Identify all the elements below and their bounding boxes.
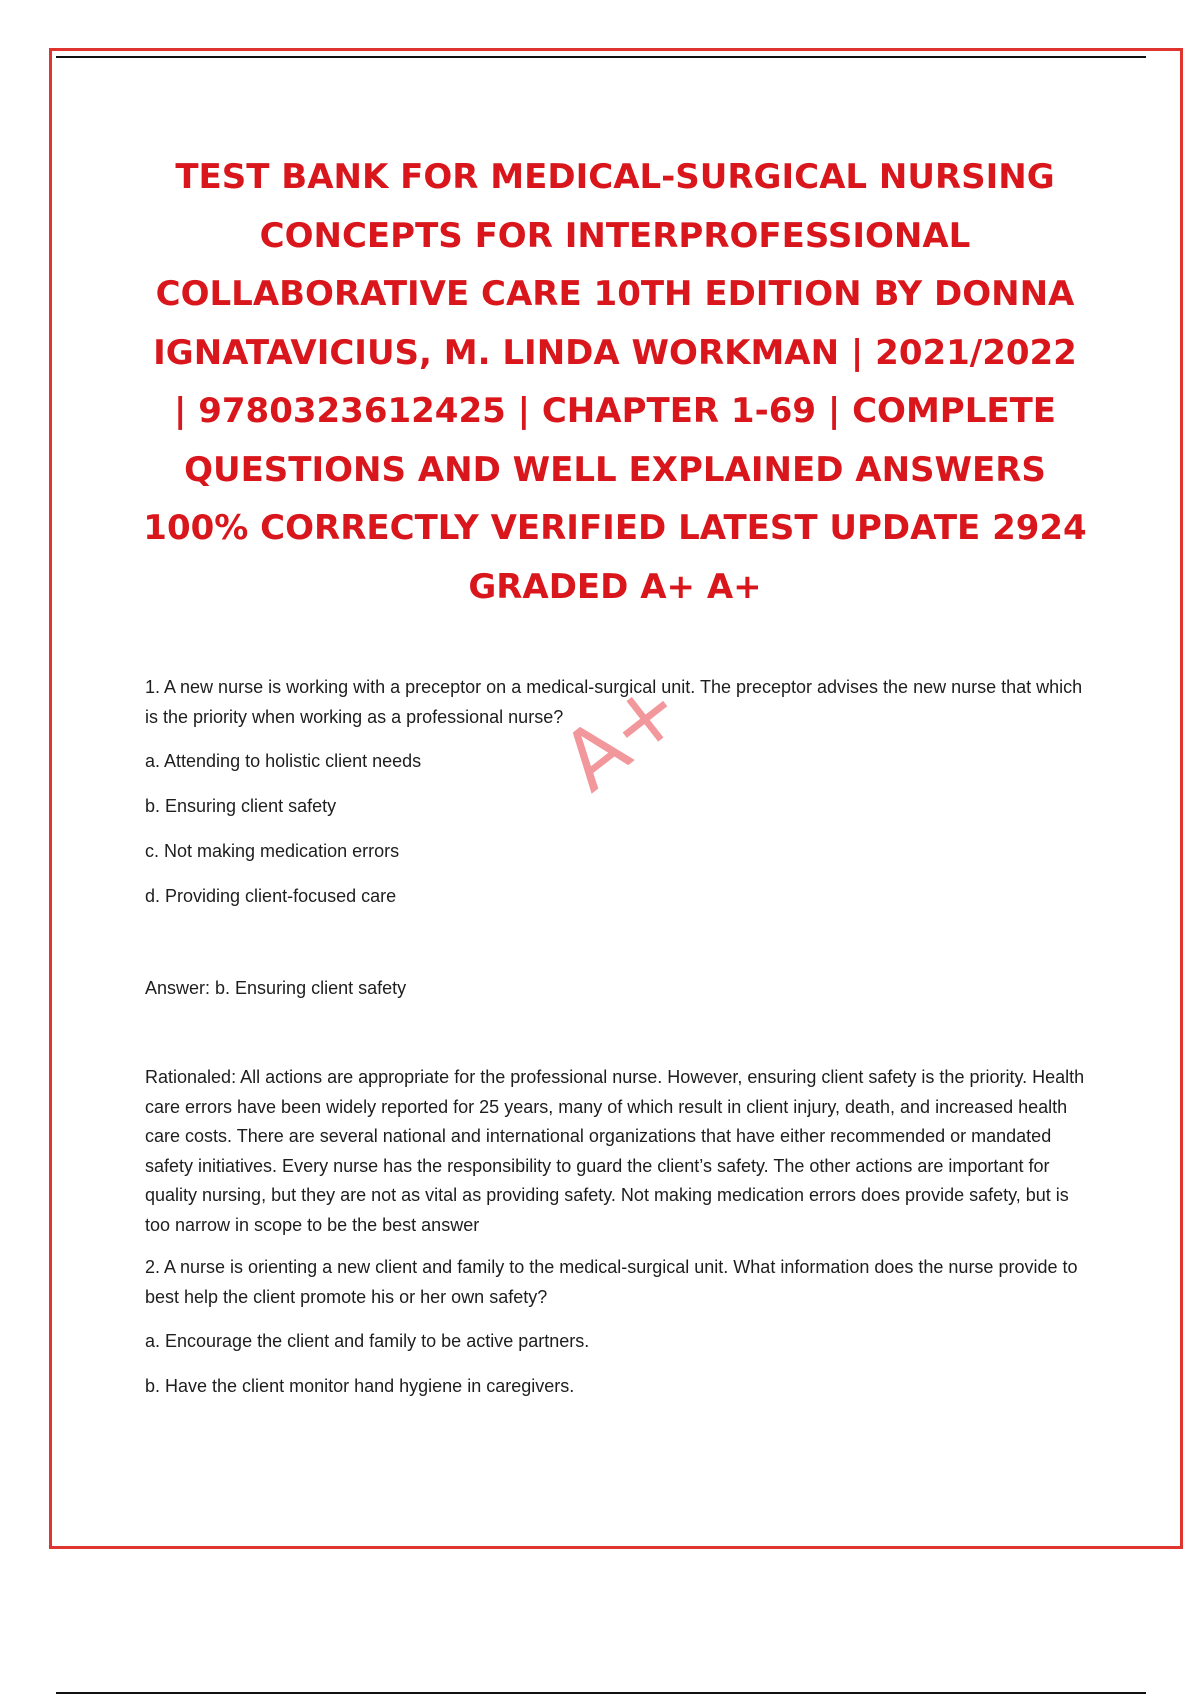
question-1-text: 1. A new nurse is working with a preceptor on a medical-surgical unit. The preceptor advises the new nurse that which is the priority when working as a professional nurse? xyxy=(145,677,1083,727)
question-1-option-d: d. Providing client-focused care xyxy=(145,886,397,906)
question-2-option-b: b. Have the client monitor hand hygiene in caregivers. xyxy=(145,1376,575,1396)
title-line: COLLABORATIVE CARE 10TH EDITION BY DONNA xyxy=(155,274,1075,314)
question-1-option-b: b. Ensuring client safety xyxy=(145,796,337,816)
question-1-answer: Answer: b. Ensuring client safety xyxy=(145,978,407,998)
question-1-rationale: Rationaled: All actions are appropriate for the professional nurse. However, ensuring client safety is the priority. Health care errors have been widely reported for 25 years, many of which result in client injury, death, and increased health care costs. There are several national and international organizations that have either recommended or mandated safety initiatives. Every nurse has the responsibility to guard the client’s safety. The other actions are important for quality nursing, but they are not as vital as providing safety. Not making medication errors does provide safety, but is too narrow in scope to be the best answer xyxy=(145,1067,1085,1235)
title-line: GRADED A+ A+ xyxy=(468,566,762,607)
title-line: | 9780323612425 | CHAPTER 1-69 | COMPLETE xyxy=(173,391,1057,431)
question-2-text: 2. A nurse is orienting a new client and family to the medical-surgical unit. What information does the nurse provide to best help the client promote his or her own safety? xyxy=(145,1257,1078,1307)
title-line: IGNATAVICIUS, M. LINDA WORKMAN | 2021/2022 xyxy=(153,332,1077,373)
title-line: 100% CORRECTLY VERIFIED LATEST UPDATE 2924 xyxy=(143,508,1087,548)
question-2-option-a: a. Encourage the client and family to be active partners. xyxy=(145,1331,590,1351)
bottom-rule xyxy=(56,1692,1146,1694)
document-title xyxy=(130,148,1100,616)
question-1-option-c: c. Not making medication errors xyxy=(145,841,400,861)
question-1-option-a: a. Attending to holistic client needs xyxy=(145,751,422,771)
watermark-a-plus: A+ xyxy=(545,660,699,810)
title-line: TEST BANK FOR MEDICAL-SURGICAL NURSING xyxy=(175,157,1055,197)
title-line: CONCEPTS FOR INTERPROFESSIONAL xyxy=(259,215,971,256)
title-line: QUESTIONS AND WELL EXPLAINED ANSWERS xyxy=(184,449,1046,490)
